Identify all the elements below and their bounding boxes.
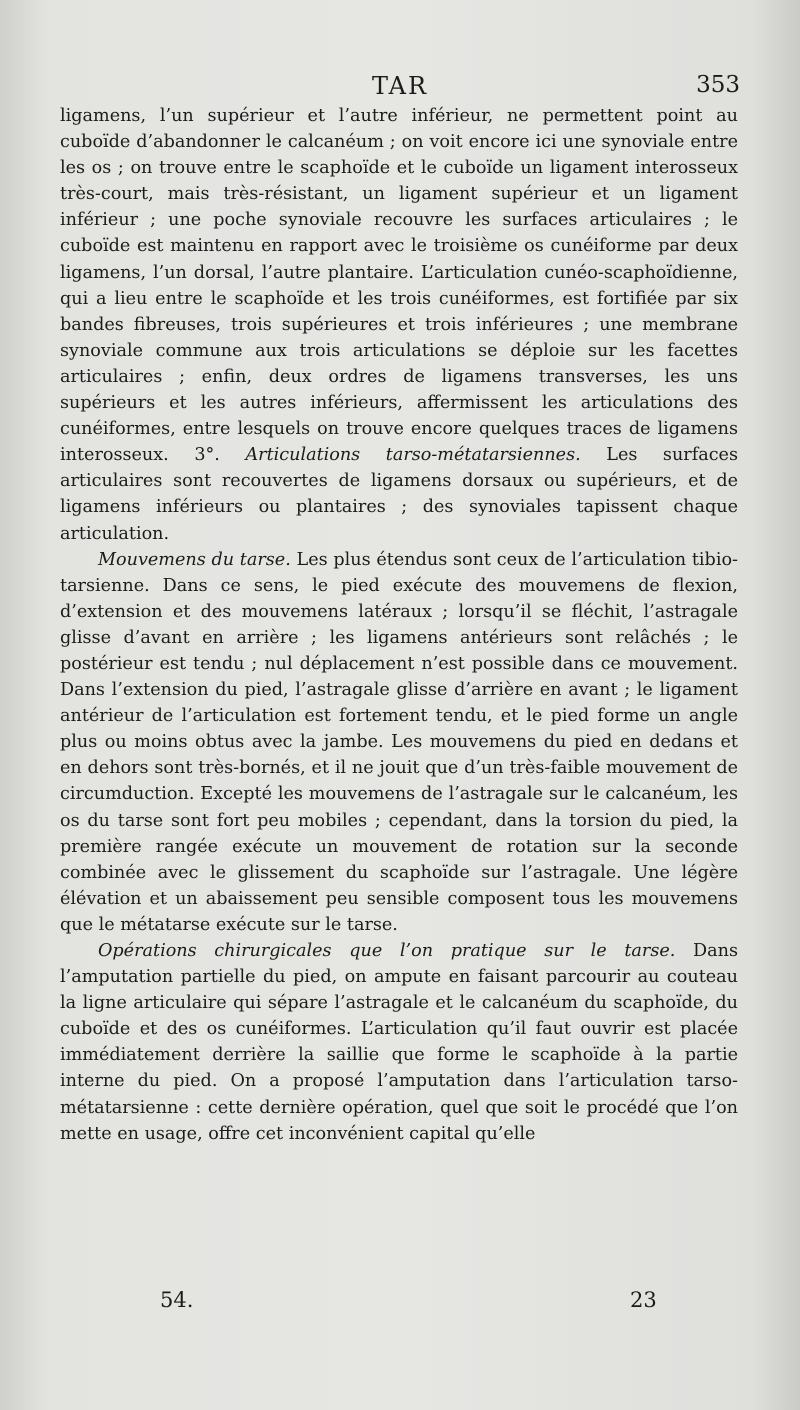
- text-segment: ligamens, l’un supérieur et l’autre inférieur, ne permettent point au cuboïde d’abandonner le calcanéum ; on voit encore ici une synoviale entre les os ; on trouve entre le scaphoïde et le cuboïde un ligament interosseux très-court, mais très-résistant, un ligament supérieur et un ligament inférieur ; une poche synoviale recouvre les surfaces articulaires ; le cuboïde est maintenu en rapport avec le troisième os cunéiforme par deux ligamens, l’un dorsal, l’autre plantaire. L’articulation cunéo-scaphoïdienne, qui a lieu entre le scaphoïde et les trois cunéiformes, est fortifiée par six bandes fibreuses, trois supérieures et trois inférieures ; une membrane synoviale commune aux trois articulations se déploie sur les facettes articulaires ; enfin, deux ordres de ligamens transverses, les uns supérieurs et les autres inférieurs, affermissent les articulations des cunéiformes, entre lesquels on trouve encore quelques traces de ligamens interosseux. 3°.: [60, 106, 738, 466]
- sheet-number: 23: [630, 1288, 657, 1312]
- text-segment: Les surfaces articulaires sont recouvertes de ligamens dorsaux ou supérieurs, et de ligamens inférieurs ou plantaires ; des synoviales tapissent chaque articulation.: [60, 445, 739, 544]
- body-text: [60, 103, 738, 1147]
- section-heading: Mouvemens du tarse.: [98, 549, 291, 570]
- page-header: [60, 72, 740, 102]
- text-segment: Les plus étendus sont ceux de l’articulation tibio-tarsienne. Dans ce sens, le pied exécute des mouvemens de flexion, d’extension et des mouvemens latéraux ; lorsqu’il se fléchit, l’astragale glisse d’avant en arrière ; les ligamens antérieurs sont relâchés ; le postérieur est tendu ; nul déplacement n’est possible dans ce mouvement. Dans l’extension du pied, l’astragale glisse d’arrière en avant ; le ligament antérieur de l’articulation est fortement tendu, et le pied forme un angle plus ou moins obtus avec la jambe. Les mouvemens du pied en dedans et en dehors sont très-bornés, et il ne jouit que d’un très-faible mouvement de circumduction. Excepté les mouvemens de l’astragale sur le calcanéum, les os du tarse sont fort peu mobiles ; cependant, dans la torsion du pied, la première rangée exécute un mouvement de rotation sur la seconde combinée avec le glissement du scaphoïde sur l’astragale. Une légère élévation et un abaissement peu sensible composent tous les mouvemens que le métatarse exécute sur le tarse.: [60, 549, 738, 935]
- section-heading: Articulations tarso-métatarsiennes.: [245, 445, 581, 466]
- paragraph-1: [60, 103, 738, 547]
- page-footer: [60, 1288, 740, 1316]
- paragraph-2: [60, 547, 738, 938]
- signature-mark: 54.: [160, 1288, 194, 1312]
- text-segment: Dans l’amputation partielle du pied, on ampute en faisant parcourir au couteau la ligne articulaire qui sépare l’astragale et le calcanéum du scaphoïde, du cuboïde et des os cunéiformes. L’articulation qu’il faut ouvrir est placée immédiatement derrière la saillie que forme le scaphoïde à la partie interne du pied. On a proposé l’amputation dans l’articulation tarso-métatarsienne : cette dernière opération, quel que soit le procédé que l’on mette en usage, offre cet inconvénient capital qu’elle: [60, 941, 738, 1144]
- section-heading: Opérations chirurgicales que l’on pratique sur le tarse.: [98, 941, 676, 961]
- running-head: TAR: [371, 72, 429, 100]
- paragraph-3: [60, 938, 738, 1147]
- page-number: 353: [696, 72, 740, 98]
